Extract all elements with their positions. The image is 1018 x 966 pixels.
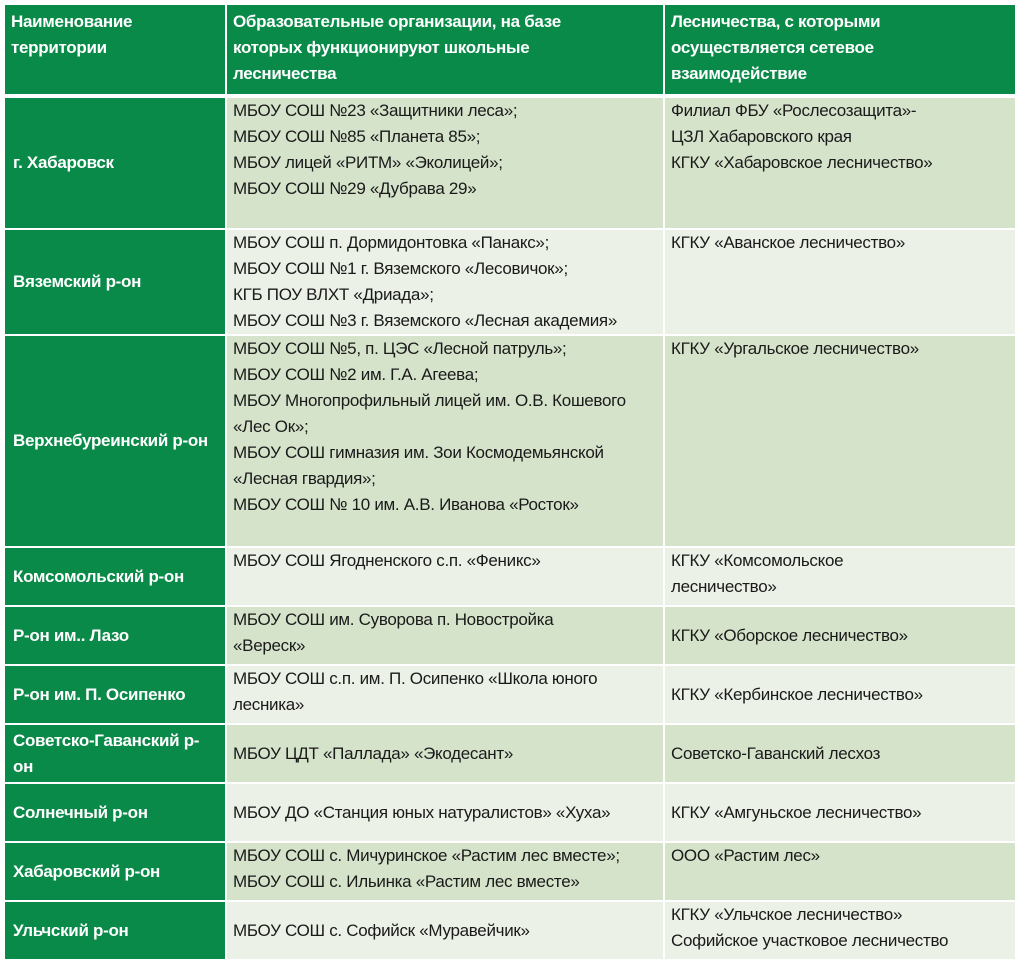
- organization-line: МБОУ ЦДТ «Паллада» «Экодесант»: [233, 743, 514, 763]
- territory-name: Хабаровский р-он: [13, 861, 161, 881]
- organizations-cell: [226, 783, 664, 842]
- territory-name: Ульчский р-он: [13, 920, 129, 940]
- forestry-cell: [664, 335, 1016, 547]
- table-row: [4, 547, 1016, 606]
- organization-line: «Лес Ок»;: [233, 417, 309, 436]
- organizations-cell: [226, 547, 664, 606]
- header-line: лесничества: [233, 64, 337, 83]
- header-line: которых функционируют школьные: [233, 38, 530, 57]
- organizations-cell: [226, 901, 664, 960]
- territory-name: Р-он им.. Лазо: [13, 625, 129, 645]
- organization-line: МБОУ СОШ с. Мичуринское «Растим лес вместе»;: [233, 846, 620, 865]
- territory-name: он: [13, 756, 34, 776]
- forestry-cell: [664, 229, 1016, 335]
- table-row: [4, 335, 1016, 547]
- organization-line: МБОУ СОШ с.п. им. П. Осипенко «Школа юного: [233, 669, 598, 688]
- territory-name: Комсомольский р-он: [13, 566, 184, 586]
- territory-name: Верхнебуреинский р-он: [13, 431, 208, 450]
- forestry-line: ЦЗЛ Хабаровского края: [671, 127, 852, 146]
- organizations-cell: [226, 96, 664, 229]
- organization-line: МБОУ лицей «РИТМ» «Эколицей»;: [233, 153, 503, 172]
- territory-cell: [4, 96, 226, 229]
- header-line: взаимодействие: [671, 64, 807, 83]
- organization-line: МБОУ Многопрофильный лицей им. О.В. Кошевого: [233, 391, 626, 410]
- organization-line: МБОУ СОШ №85 «Планета 85»;: [233, 127, 481, 146]
- forestry-line: ООО «Растим лес»: [671, 846, 820, 865]
- territory-cell: [4, 783, 226, 842]
- forestry-line: КГКУ «Аванское лесничество»: [671, 233, 905, 252]
- organization-line: МБОУ СОШ Ягодненского с.п. «Феникс»: [233, 551, 541, 570]
- organization-line: МБОУ СОШ №29 «Дубрава 29»: [233, 179, 477, 198]
- header-row: [4, 4, 1016, 96]
- table-row: [4, 606, 1016, 665]
- forestry-line: лесничество»: [671, 577, 777, 596]
- territory-cell: [4, 229, 226, 335]
- territory-cell: [4, 665, 226, 724]
- header-line: осуществляется сетевое: [671, 38, 874, 57]
- organization-line: «Лесная гвардия»;: [233, 469, 376, 488]
- forestry-line: КГКУ «Амгуньское лесничество»: [671, 802, 922, 822]
- table-row: [4, 901, 1016, 960]
- territory-cell: [4, 547, 226, 606]
- forestry-cell: [664, 901, 1016, 960]
- header-territory: [4, 4, 226, 96]
- header-line: территории: [11, 38, 107, 57]
- organizations-cell: [226, 229, 664, 335]
- forestry-cell: [664, 842, 1016, 901]
- header-line: Образовательные организации, на базе: [233, 12, 561, 31]
- forestry-cell: [664, 665, 1016, 724]
- organization-line: лесника»: [233, 695, 305, 714]
- organization-line: «Вереск»: [233, 636, 306, 655]
- organization-line: МБОУ СОШ п. Дормидонтовка «Панакс»;: [233, 233, 549, 252]
- territory-name: г. Хабаровск: [13, 153, 114, 172]
- table-row: [4, 842, 1016, 901]
- organization-line: МБОУ СОШ № 10 им. А.В. Иванова «Росток»: [233, 495, 579, 514]
- forestry-cell: [664, 724, 1016, 783]
- forestry-line: Софийское участковое лесничество: [671, 931, 949, 950]
- forestry-line: КГКУ «Комсомольское: [671, 551, 844, 570]
- territory-name: Солнечный р-он: [13, 802, 148, 822]
- forestry-line: КГКУ «Ульчское лесничество»: [671, 905, 903, 924]
- territory-cell: [4, 724, 226, 783]
- organization-line: КГБ ПОУ ВЛХТ «Дриада»;: [233, 285, 434, 304]
- table-row: [4, 724, 1016, 783]
- territory-name: Р-он им. П. Осипенко: [13, 684, 186, 704]
- organizations-cell: [226, 724, 664, 783]
- forestry-line: КГКУ «Ургальское лесничество»: [671, 339, 919, 358]
- territory-name: Советско-Гаванский р-: [13, 730, 200, 750]
- header-organizations: [226, 4, 664, 96]
- forestry-line: КГКУ «Хабаровское лесничество»: [671, 153, 933, 172]
- organization-line: МБОУ СОШ с. Софийск «Муравейчик»: [233, 920, 530, 940]
- organizations-cell: [226, 842, 664, 901]
- territory-cell: [4, 901, 226, 960]
- forestry-line: КГКУ «Кербинское лесничество»: [671, 684, 923, 704]
- forestry-line: Филиал ФБУ «Рослесозащита»-: [671, 101, 917, 120]
- organization-line: МБОУ СОШ №23 «Защитники леса»;: [233, 101, 518, 120]
- organization-line: МБОУ СОШ №3 г. Вяземского «Лесная академия»: [233, 311, 617, 330]
- forestry-line: Советско-Гаванский лесхоз: [671, 743, 881, 763]
- table-row: [4, 783, 1016, 842]
- forestry-cell: [664, 606, 1016, 665]
- territory-cell: [4, 335, 226, 547]
- organization-line: МБОУ ДО «Станция юных натуралистов» «Хуха»: [233, 802, 611, 822]
- header-forestries: [664, 4, 1016, 96]
- organization-line: МБОУ СОШ гимназия им. Зои Космодемьянской: [233, 443, 604, 462]
- organization-line: МБОУ СОШ им. Суворова п. Новостройка: [233, 610, 554, 629]
- organization-line: МБОУ СОШ №5, п. ЦЭС «Лесной патруль»;: [233, 339, 567, 358]
- forestry-cell: [664, 783, 1016, 842]
- organizations-cell: [226, 335, 664, 547]
- header-line: Лесничества, с которыми: [671, 12, 881, 31]
- organization-line: МБОУ СОШ №1 г. Вяземского «Лесовичок»;: [233, 259, 568, 278]
- organization-line: МБОУ СОШ с. Ильинка «Растим лес вместе»: [233, 872, 580, 891]
- table-row: [4, 229, 1016, 335]
- table-row: [4, 665, 1016, 724]
- organizations-cell: [226, 665, 664, 724]
- organization-line: МБОУ СОШ №2 им. Г.А. Агеева;: [233, 365, 479, 384]
- territory-cell: [4, 842, 226, 901]
- organizations-cell: [226, 606, 664, 665]
- table-row: [4, 96, 1016, 229]
- territory-name: Вяземский р-он: [13, 272, 142, 291]
- territory-cell: [4, 606, 226, 665]
- forestry-cell: [664, 547, 1016, 606]
- header-line: Наименование: [11, 12, 133, 31]
- forestry-line: КГКУ «Оборское лесничество»: [671, 625, 908, 645]
- forestry-cell: [664, 96, 1016, 229]
- forestry-table: [3, 3, 1017, 961]
